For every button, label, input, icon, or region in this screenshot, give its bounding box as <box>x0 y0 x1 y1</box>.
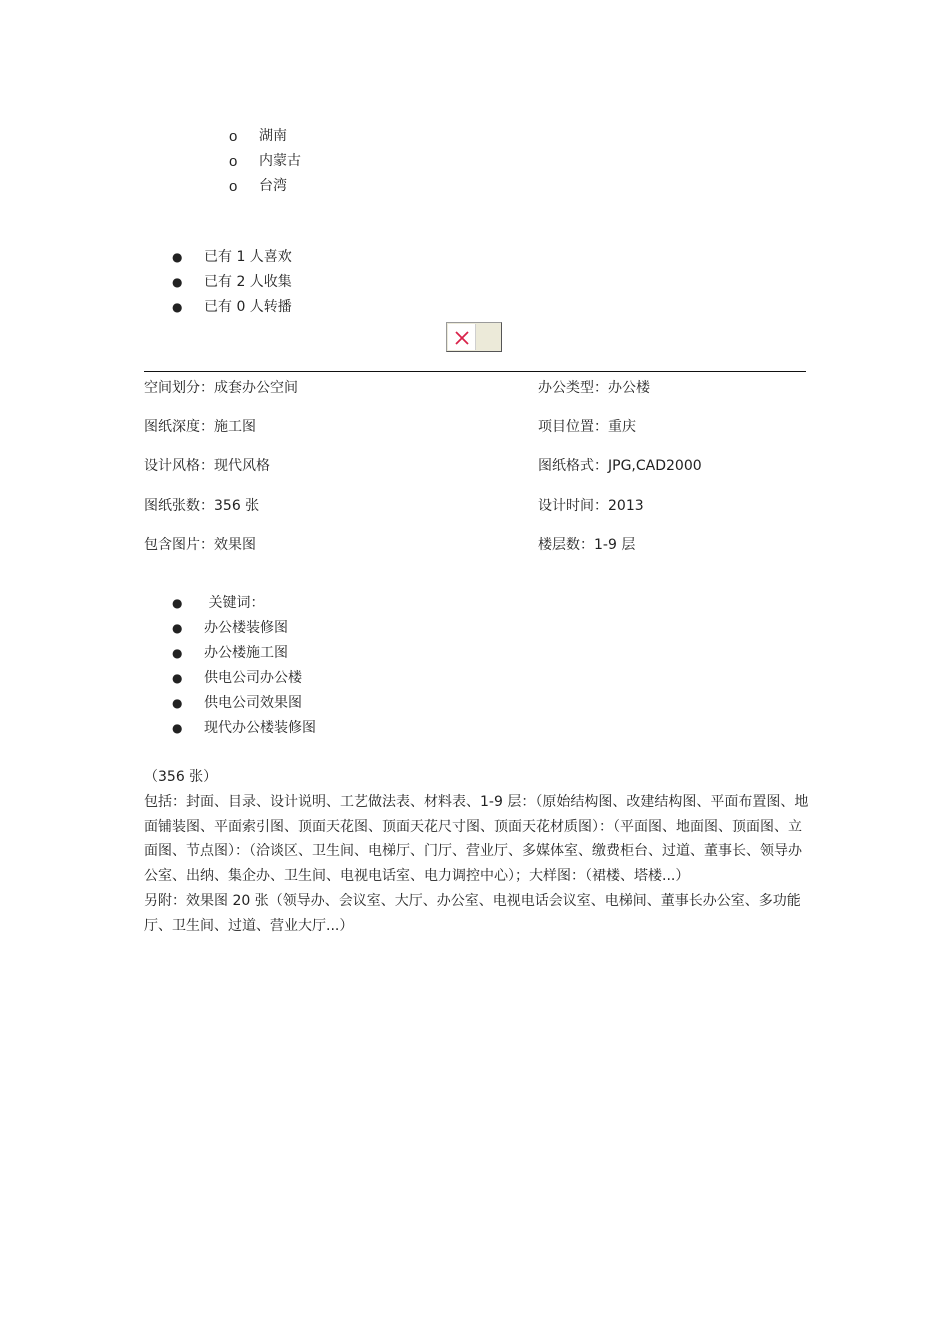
stat-collect[interactable] <box>170 270 292 295</box>
broken-image-icon <box>454 330 470 346</box>
keyword-link[interactable] <box>170 691 316 716</box>
region-label: 内蒙古 <box>259 153 301 169</box>
sheet-count-text: （356 张） <box>144 769 218 785</box>
region-label: 湖南 <box>259 128 287 144</box>
keyword-list <box>170 591 316 741</box>
keyword-label: 供电公司办公楼 <box>204 670 302 686</box>
drawing-description <box>144 765 810 939</box>
circle-bullet-icon: o <box>229 128 238 145</box>
attribute-project-location: 项目位置：重庆 <box>538 419 636 436</box>
keyword-label: 供电公司效果图 <box>204 695 302 711</box>
disc-bullet-icon: ● <box>172 596 183 610</box>
broken-image-box <box>448 324 476 350</box>
attribute-row <box>144 378 806 417</box>
attribute-row <box>144 535 806 574</box>
disc-bullet-icon: ● <box>172 646 183 660</box>
disc-bullet-icon: ● <box>172 621 183 635</box>
disc-bullet-icon: ● <box>172 275 183 289</box>
keyword-heading <box>170 591 316 616</box>
circle-bullet-icon: o <box>229 153 238 170</box>
circle-bullet-icon: o <box>229 178 238 195</box>
keyword-link[interactable] <box>170 716 316 741</box>
region-label: 台湾 <box>259 178 287 194</box>
disc-bullet-icon: ● <box>172 721 183 735</box>
keyword-link[interactable] <box>170 616 316 641</box>
keyword-heading-label: 关键词： <box>204 595 265 611</box>
stat-label: 已有 1 人喜欢 <box>204 249 292 265</box>
section-divider <box>144 371 806 372</box>
disc-bullet-icon: ● <box>172 250 183 264</box>
attribute-design-year: 设计时间：2013 <box>538 497 644 514</box>
keyword-link[interactable] <box>170 641 316 666</box>
attribute-table <box>144 378 806 574</box>
attribute-space-division: 空间划分：成套办公空间 <box>144 380 298 396</box>
region-item[interactable] <box>229 149 301 174</box>
stats-list <box>170 245 292 320</box>
region-item[interactable] <box>229 124 301 149</box>
stat-share[interactable] <box>170 295 292 320</box>
stat-label: 已有 2 人收集 <box>204 274 292 290</box>
keyword-label: 现代办公楼装修图 <box>204 720 316 736</box>
broken-image-placeholder[interactable] <box>446 322 502 352</box>
attribute-row <box>144 496 806 535</box>
includes-text: 包括：封面、目录、设计说明、工艺做法表、材料表、1-9 层：（原始结构图、改建结构图、平面布置图、地面铺装图、平面索引图、顶面天花图、顶面天花尺寸图、顶面天花材质图）：（平面图、地面图、顶面图、立面图、节点图）：（洽谈区、卫生间、电梯厅、门厅、营业厅、多媒体室、缴费柜台、过道、董事长、领导办公室、出纳、集企办、卫生间、电视电话室、电力调控中心）；大样图：（裙楼、塔楼...） <box>144 793 809 885</box>
keyword-label: 办公楼施工图 <box>204 645 288 661</box>
disc-bullet-icon: ● <box>172 696 183 710</box>
region-list <box>229 124 301 199</box>
attribute-floor-count: 楼层数：1-9 层 <box>538 536 636 553</box>
keyword-label: 办公楼装修图 <box>204 620 288 636</box>
attribute-design-style: 设计风格：现代风格 <box>144 458 270 475</box>
attribute-office-type: 办公类型：办公楼 <box>538 380 650 396</box>
extra-renderings-text: 另附：效果图 20 张（领导办、会议室、大厅、办公室、电视电话会议室、电梯间、董事长办公室、多功能厅、卫生间、过道、营业大厅...） <box>144 892 801 934</box>
attribute-sheet-count: 图纸张数：356 张 <box>144 497 260 514</box>
stat-label: 已有 0 人转播 <box>204 299 292 315</box>
attribute-row <box>144 417 806 456</box>
keyword-link[interactable] <box>170 666 316 691</box>
attribute-row <box>144 456 806 495</box>
stat-like[interactable] <box>170 245 292 270</box>
disc-bullet-icon: ● <box>172 671 183 685</box>
disc-bullet-icon: ● <box>172 300 183 314</box>
attribute-drawing-depth: 图纸深度：施工图 <box>144 419 256 436</box>
attribute-drawing-format: 图纸格式：JPG,CAD2000 <box>538 458 702 475</box>
region-item[interactable] <box>229 174 301 199</box>
attribute-included-images: 包含图片：效果图 <box>144 536 256 553</box>
